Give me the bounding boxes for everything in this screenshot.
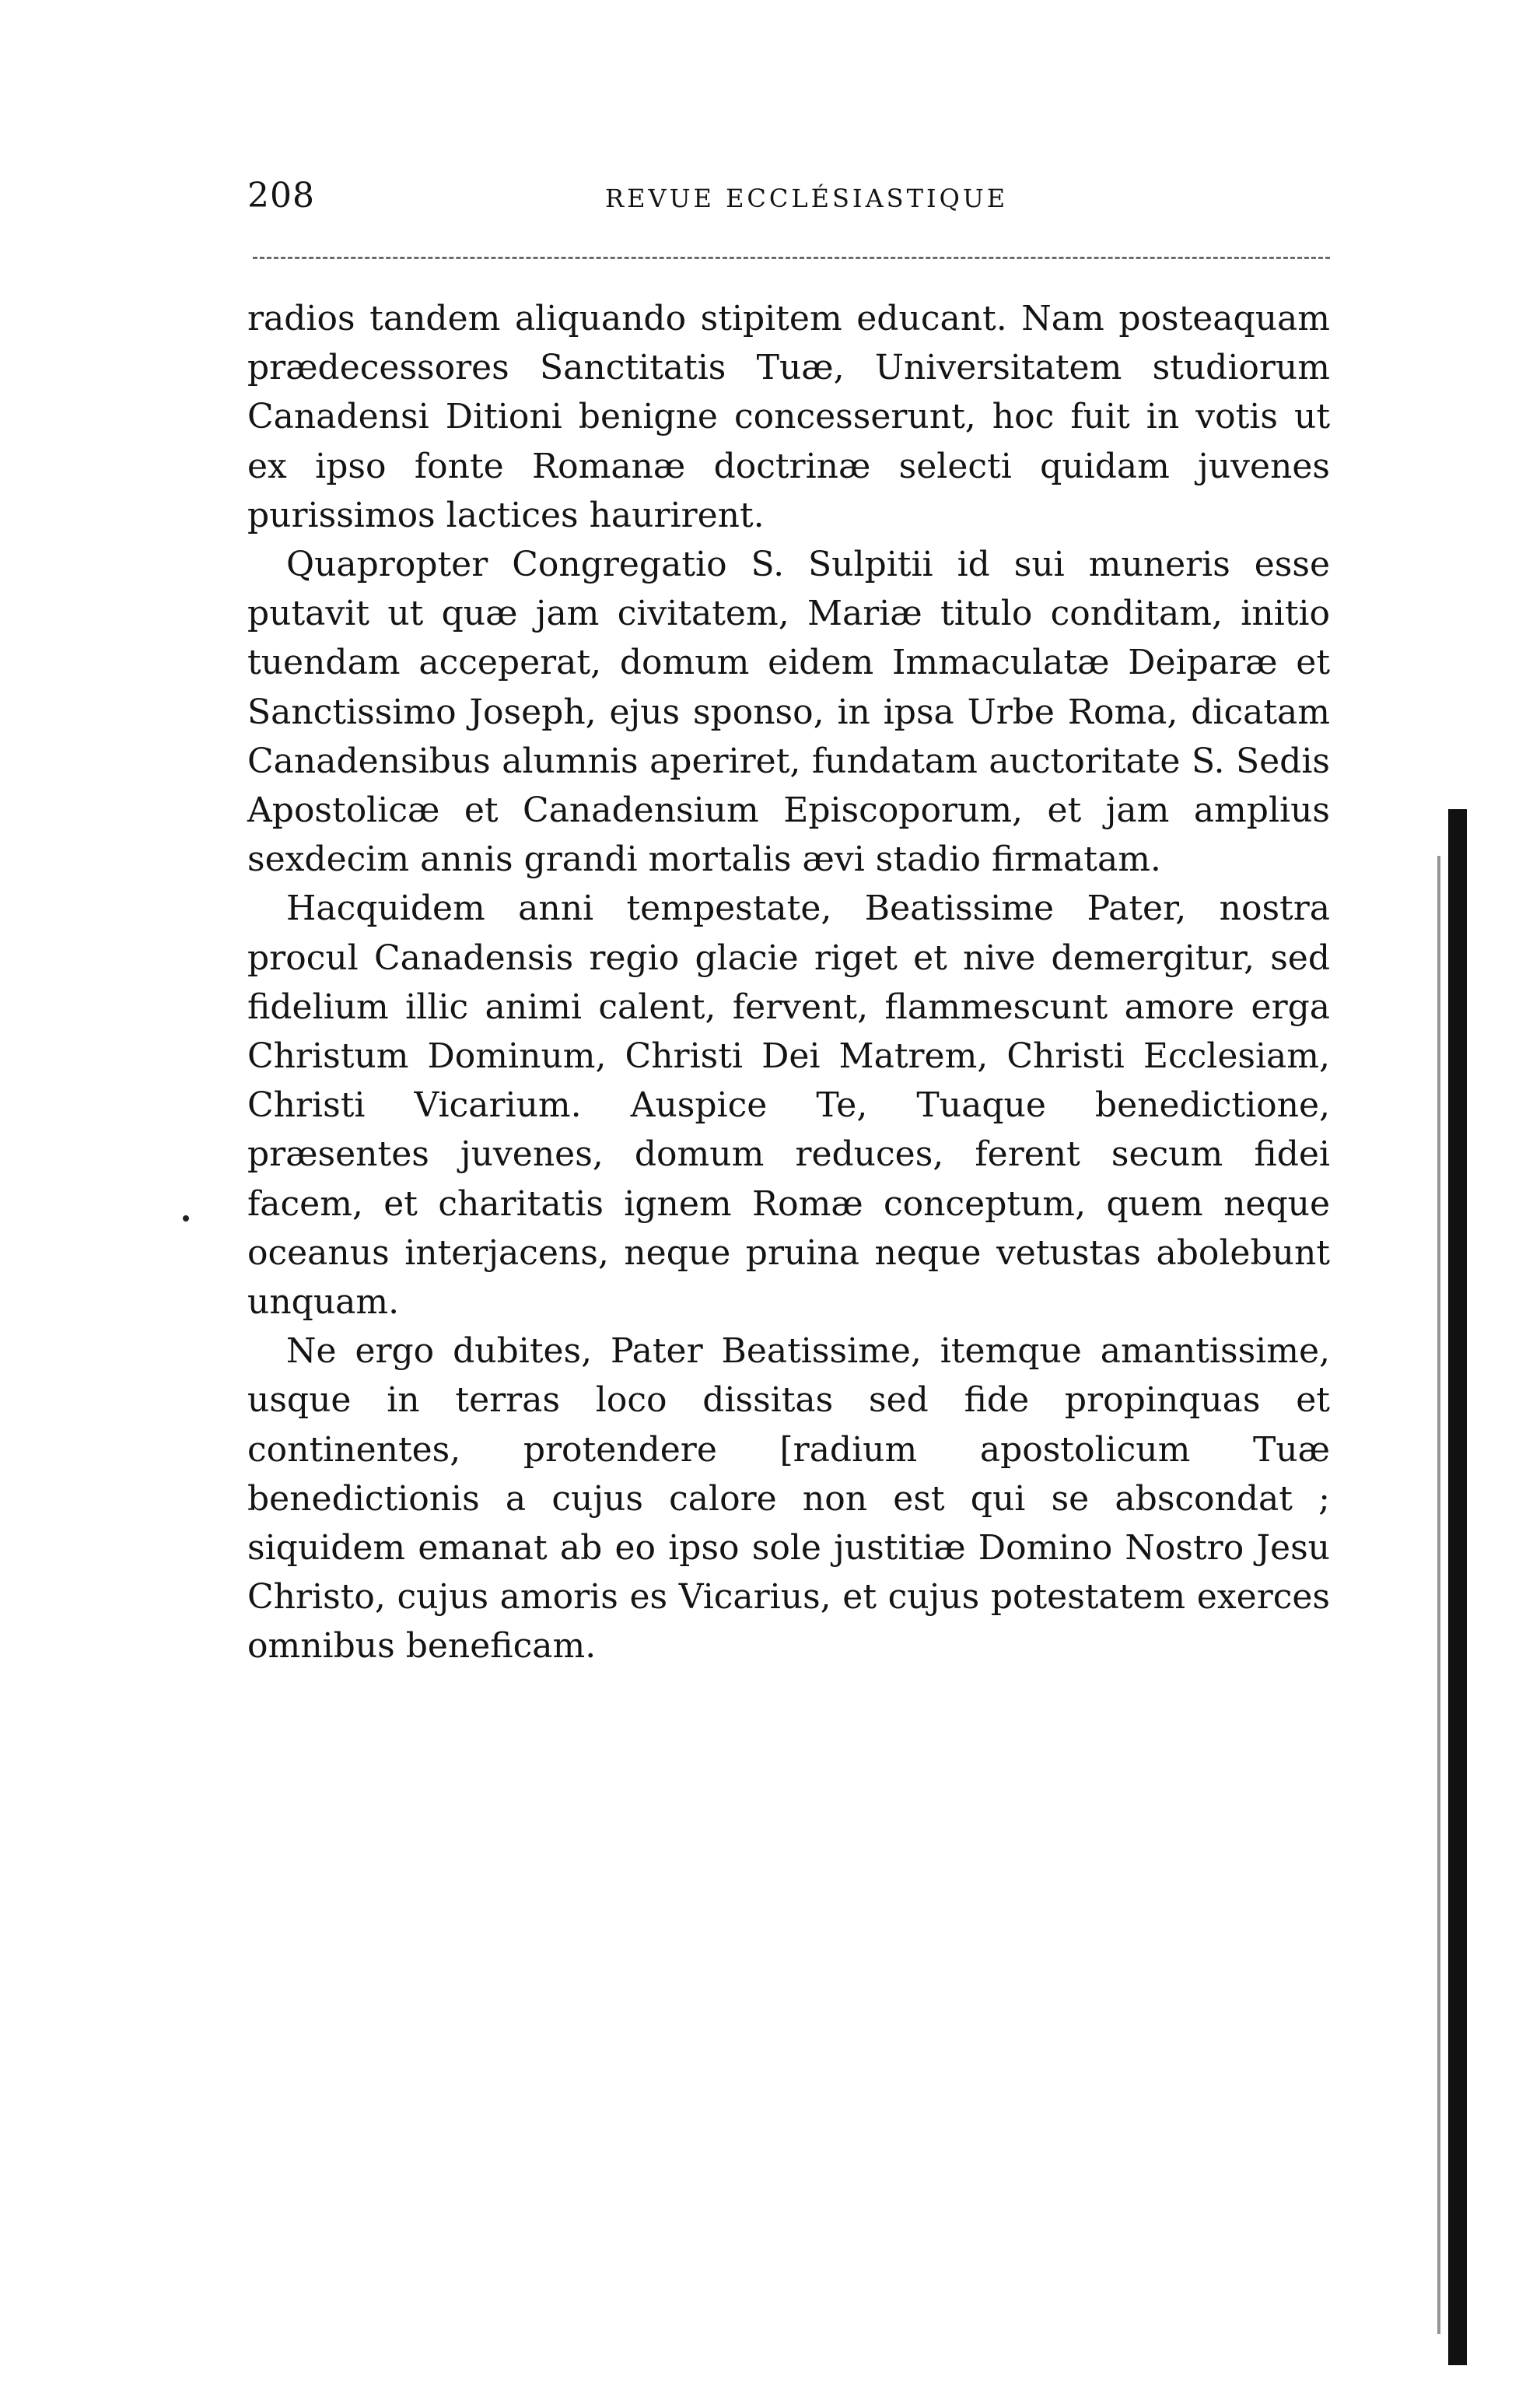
paragraph-2: Quapropter Congregatio S. Sulpitii id sui muneris esse putavit ut quæ jam civitatem, Mariæ titulo conditam, initio tuendam acceperat, domum eidem Immaculatæ Deiparæ et Sanctissimo Joseph, ejus sponso, in ipsa Urbe Roma, dicatam Canadensibus alumnis aperiret, fundatam auctoritate S. Sedis Apostolicæ et Canadensium Episcoporum, et jam amplius sexdecim annis grandi mortalis ævi stadio firmatam.	[247, 545, 1330, 880]
header-rule	[253, 257, 1330, 259]
body-text	[247, 294, 1330, 1671]
paragraph-3: Hacquidem anni tempestate, Beatissime Pater, nostra procul Canadensis regio glacie riget et nive demergitur, sed fidelium illic animi calent, fervent, flammescunt amore erga Christum Dominum, Christi Dei Matrem, Christi Ecclesiam, Christi Vicarium. Auspice Te, Tuaque benedictione, præsentes juvenes, domum reduces, ferent secum fidei facem, et charitatis ignem Romæ conceptum, quem neque oceanus interjacens, neque pruina neque vetustas abolebunt unquam.	[247, 889, 1330, 1323]
page-number: 208	[247, 176, 315, 216]
margin-speck	[183, 1215, 189, 1222]
running-head: REVUE ECCLÉSIASTIQUE	[605, 184, 1009, 213]
paragraph-4: Ne ergo dubites, Pater Beatissime, itemque amantissime, usque in terras loco dissitas sed fide propinquas et continentes, protendere [radium apostolicum Tuæ benedictionis a cujus calore non est qui se abscondat ; siquidem emanat ab eo ipso sole justitiæ Domino Nostro Jesu Christo, cujus amoris es Vicarius, et cujus potestatem exerces omnibus beneficam.	[247, 1331, 1330, 1667]
paragraph-1: radios tandem aliquando stipitem educant. Nam posteaquam prædecessores Sanctitatis Tuæ, Universitatem studiorum Canadensi Ditioni benigne concesserunt, hoc fuit in votis ut ex ipso fonte Romanæ doctrinæ selecti quidam juvenes purissimos lactices haurirent.	[247, 299, 1330, 535]
page-header	[247, 173, 1336, 219]
scan-edge-bar	[1448, 809, 1467, 2365]
scan-shadow-line	[1437, 856, 1440, 2334]
